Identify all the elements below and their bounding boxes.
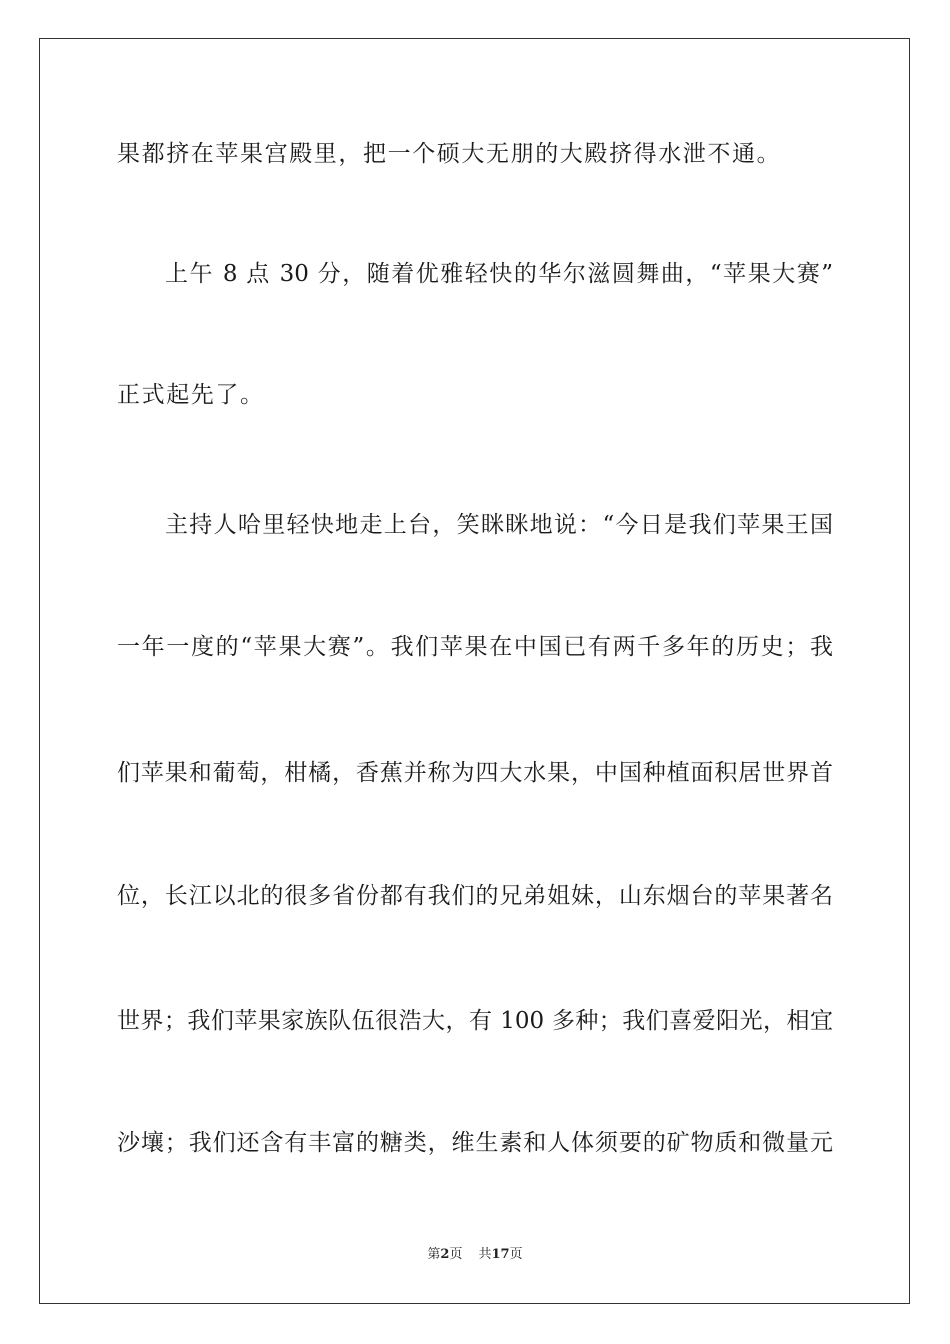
text-line-4: 主持人哈里轻快地走上台，笑眯眯地说：“今日是我们苹果王国 — [165, 512, 833, 538]
text-line-3: 正式起先了。 — [117, 382, 265, 408]
page-border — [39, 38, 910, 1304]
footer-page-prefix: 第 — [427, 1247, 441, 1262]
footer-page-suffix: 页 — [449, 1247, 463, 1262]
text-line-6: 们苹果和葡萄，柑橘，香蕉并称为四大水果，中国种植面积居世界首 — [117, 760, 833, 786]
text-line-5: 一年一度的“苹果大赛”。我们苹果在中国已有两千多年的历史；我 — [117, 634, 833, 660]
text-line-1: 果都挤在苹果宫殿里，把一个硕大无朋的大殿挤得水泄不通。 — [117, 141, 782, 167]
footer-total-pages: 17 — [491, 1247, 510, 1262]
footer-page-number: 2 — [440, 1247, 450, 1262]
text-line-8: 世界；我们苹果家族队伍很浩大，有 100 多种；我们喜爱阳光，相宜 — [117, 1008, 833, 1034]
footer-total-prefix: 共 — [478, 1247, 492, 1262]
text-line-7: 位，长江以北的很多省份都有我们的兄弟姐妹，山东烟台的苹果著名 — [117, 883, 833, 909]
page-footer — [0, 1246, 950, 1264]
text-line-2: 上午 8 点 30 分，随着优雅轻快的华尔滋圆舞曲，“苹果大赛” — [165, 261, 833, 287]
footer-total-suffix: 页 — [509, 1247, 523, 1262]
text-line-9: 沙壤；我们还含有丰富的糖类，维生素和人体须要的矿物质和微量元 — [117, 1130, 833, 1156]
